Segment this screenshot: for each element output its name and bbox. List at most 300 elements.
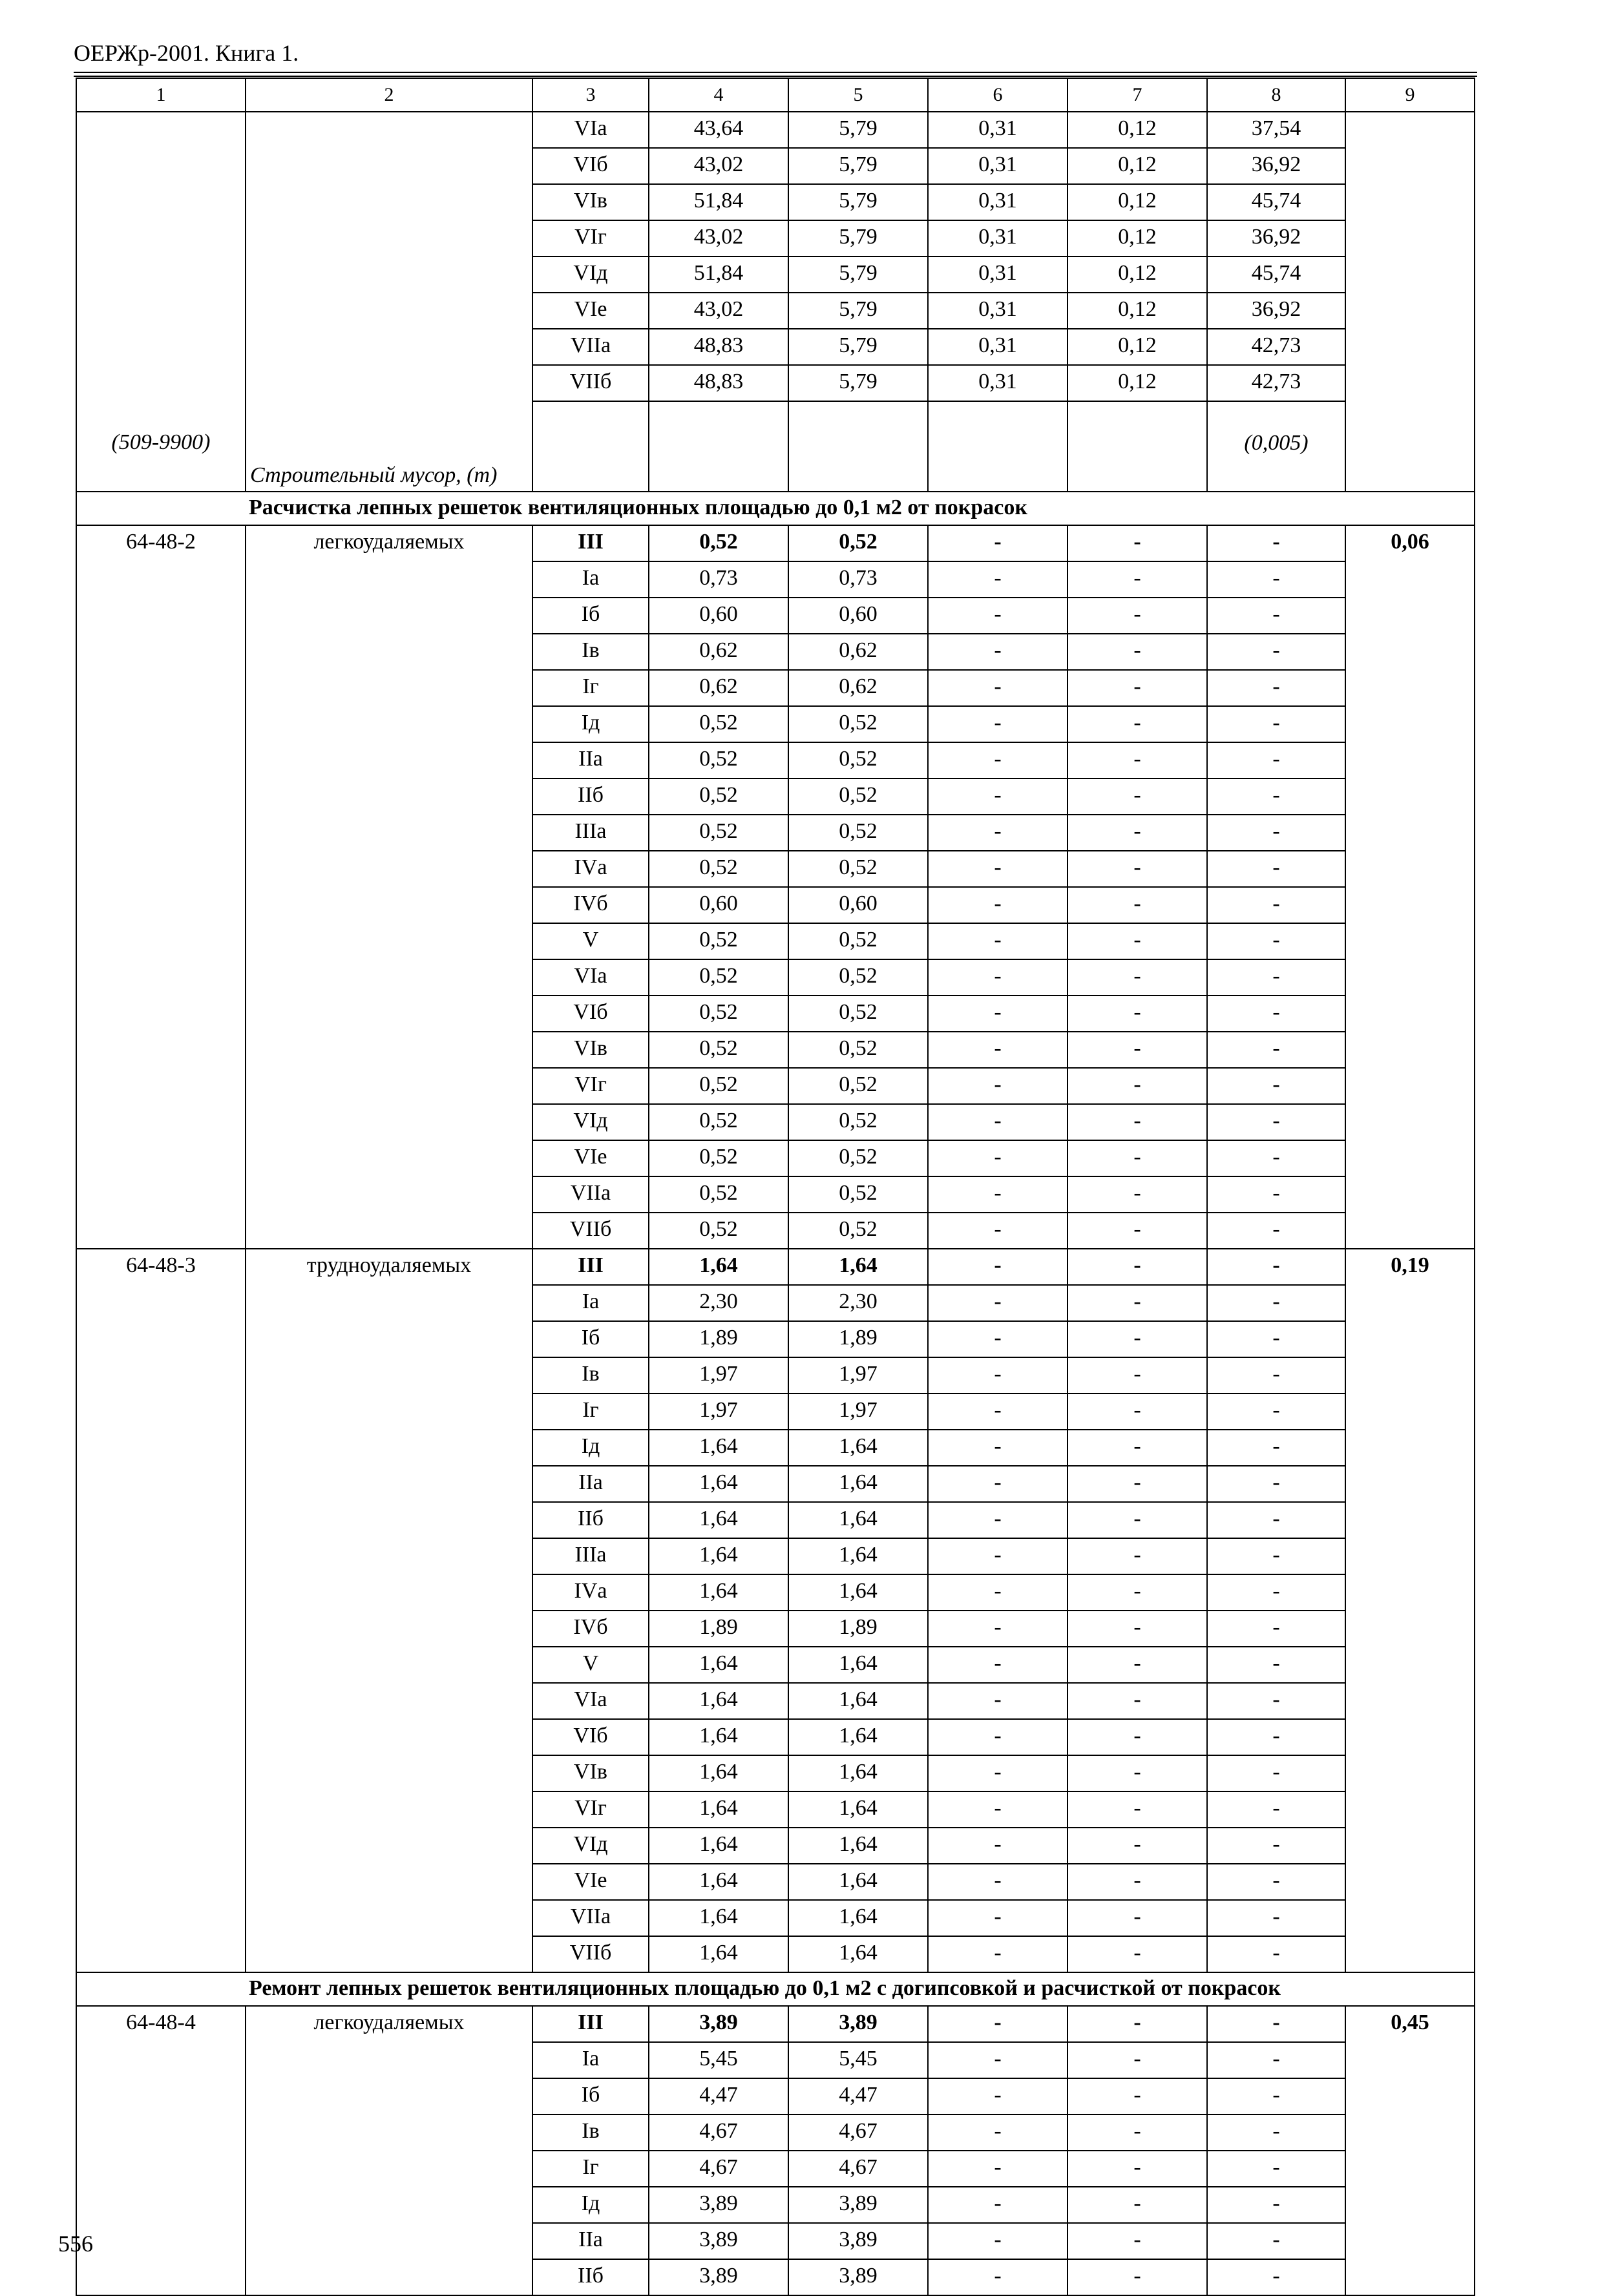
value-cell: -	[928, 1719, 1067, 1755]
value-cell: 1,64	[649, 1864, 788, 1900]
header-rule	[74, 72, 1477, 73]
value-cell: -	[928, 2223, 1067, 2259]
table-row	[76, 1249, 1475, 1285]
zone-cell: VIIа	[532, 1900, 649, 1936]
value-cell: -	[1067, 2187, 1207, 2223]
value-cell: -	[1207, 1032, 1345, 1068]
value-cell: 42,73	[1207, 329, 1345, 365]
value-cell: -	[1207, 1502, 1345, 1538]
value-cell: -	[928, 525, 1067, 561]
value-cell: 0,31	[928, 329, 1067, 365]
value-cell: 0,52	[788, 923, 928, 959]
value-cell: -	[928, 1900, 1067, 1936]
zone-cell: Iг	[532, 1393, 649, 1430]
value-cell: -	[928, 706, 1067, 742]
value-cell: -	[1067, 1611, 1207, 1647]
value-cell: -	[1067, 525, 1207, 561]
value-cell: 0,52	[788, 778, 928, 815]
value-cell: 1,64	[788, 1430, 928, 1466]
value-cell: -	[1067, 1755, 1207, 1791]
column-number: 9	[1345, 78, 1475, 112]
value-cell: 3,89	[788, 2006, 928, 2042]
value-cell: -	[1067, 1104, 1207, 1140]
value-cell: -	[928, 959, 1067, 996]
zone-cell: VIа	[532, 959, 649, 996]
code-cell	[76, 112, 246, 492]
item-code: 64-48-3	[76, 1249, 246, 1972]
value-cell: -	[1207, 670, 1345, 706]
value-cell: -	[1067, 1502, 1207, 1538]
value-cell: -	[928, 1864, 1067, 1900]
value-cell: 0,12	[1067, 293, 1207, 329]
value-cell: -	[1207, 2114, 1345, 2151]
value-cell: -	[928, 1647, 1067, 1683]
value-cell: 0,60	[649, 598, 788, 634]
value-cell: 1,64	[788, 1502, 928, 1538]
column-number: 3	[532, 78, 649, 112]
table-row	[76, 525, 1475, 561]
section-title-row	[76, 492, 1475, 525]
value-cell: 45,74	[1207, 184, 1345, 220]
value-cell: 1,64	[788, 1828, 928, 1864]
value-cell: 4,67	[788, 2114, 928, 2151]
item-code: 64-48-4	[76, 2006, 246, 2295]
value-cell: 43,02	[649, 293, 788, 329]
value-cell: -	[1067, 598, 1207, 634]
value-cell: 1,64	[788, 1683, 928, 1719]
value-cell: -	[928, 598, 1067, 634]
value-cell: 0,52	[649, 1068, 788, 1104]
value-cell: 1,64	[788, 1755, 928, 1791]
value-cell: -	[1207, 634, 1345, 670]
section-title-row	[76, 1972, 1475, 2006]
value-cell: 2,30	[649, 1285, 788, 1321]
value-cell: 43,02	[649, 148, 788, 184]
value-cell: 5,45	[649, 2042, 788, 2078]
value-cell: 4,47	[649, 2078, 788, 2114]
value-cell: -	[928, 1104, 1067, 1140]
value-cell: 5,79	[788, 329, 928, 365]
value-cell: -	[1067, 670, 1207, 706]
value-cell: -	[928, 1791, 1067, 1828]
zone-cell: V	[532, 923, 649, 959]
value-cell: 0,12	[1067, 148, 1207, 184]
value-cell: 1,64	[649, 1430, 788, 1466]
value-cell: -	[1207, 1249, 1345, 1285]
value-cell: -	[1067, 2078, 1207, 2114]
value-cell: -	[928, 923, 1067, 959]
column-number: 5	[788, 78, 928, 112]
value-cell: -	[1067, 1864, 1207, 1900]
value-cell: -	[1067, 996, 1207, 1032]
value-cell: -	[928, 2151, 1067, 2187]
value-cell: -	[1067, 742, 1207, 778]
value-cell: -	[1207, 706, 1345, 742]
zone-cell: III	[532, 525, 649, 561]
value-cell: -	[1207, 1683, 1345, 1719]
value-cell: 5,45	[788, 2042, 928, 2078]
col9-value: 0,19	[1345, 1249, 1475, 1972]
zone-cell: Iг	[532, 2151, 649, 2187]
value-cell: 0,12	[1067, 329, 1207, 365]
zone-cell: IIIа	[532, 815, 649, 851]
zone-cell: Iг	[532, 670, 649, 706]
zone-cell: Iб	[532, 598, 649, 634]
value-cell: -	[1067, 959, 1207, 996]
section-title: Ремонт лепных решеток вентиляционных площадью до 0,1 м2 с догипсовкой и расчисткой от покрасок	[76, 1972, 1475, 2006]
value-cell: 3,89	[649, 2223, 788, 2259]
zone-cell: IVб	[532, 1611, 649, 1647]
value-cell: -	[928, 1430, 1067, 1466]
value-cell: 0,62	[649, 670, 788, 706]
value-cell: 1,64	[788, 1249, 928, 1285]
column-number-row	[76, 78, 1475, 112]
zone-cell: IIа	[532, 2223, 649, 2259]
value-cell: 1,64	[649, 1828, 788, 1864]
value-cell: -	[928, 1140, 1067, 1176]
value-cell: -	[1207, 923, 1345, 959]
value-cell: 0,52	[649, 742, 788, 778]
value-cell: 1,64	[649, 1755, 788, 1791]
value-cell: -	[928, 2078, 1067, 2114]
value-cell: -	[928, 815, 1067, 851]
value-cell: -	[928, 634, 1067, 670]
value-cell: 1,64	[788, 1538, 928, 1574]
zone-cell: IVб	[532, 887, 649, 923]
zone-cell: Iв	[532, 1357, 649, 1393]
value-cell: -	[1207, 2006, 1345, 2042]
value-cell: 4,67	[649, 2114, 788, 2151]
value-cell: 51,84	[649, 256, 788, 293]
item-code: 64-48-2	[76, 525, 246, 1249]
zone-cell: Iв	[532, 634, 649, 670]
value-cell: -	[928, 2259, 1067, 2295]
col9-value: 0,06	[1345, 525, 1475, 1249]
empty-cell	[1067, 401, 1207, 492]
value-cell: -	[1067, 1285, 1207, 1321]
value-cell: -	[1207, 2151, 1345, 2187]
value-cell: -	[928, 851, 1067, 887]
value-cell: -	[1207, 996, 1345, 1032]
value-cell: -	[1207, 2078, 1345, 2114]
value-cell: -	[1207, 851, 1345, 887]
value-cell: 0,52	[649, 1104, 788, 1140]
value-cell: 1,64	[788, 1900, 928, 1936]
value-cell: 1,64	[649, 1538, 788, 1574]
value-cell: 1,64	[788, 1936, 928, 1972]
value-cell: -	[928, 1068, 1067, 1104]
value-cell: -	[928, 2042, 1067, 2078]
value-cell: -	[1067, 1176, 1207, 1213]
value-cell: 0,12	[1067, 112, 1207, 148]
value-cell: 0,12	[1067, 256, 1207, 293]
value-cell: 0,52	[649, 1176, 788, 1213]
zone-cell: VIIб	[532, 1936, 649, 1972]
value-cell: -	[928, 1032, 1067, 1068]
value-cell: -	[1207, 598, 1345, 634]
zone-cell: Iа	[532, 561, 649, 598]
value-cell: 1,64	[649, 1900, 788, 1936]
zone-cell: Iд	[532, 706, 649, 742]
value-cell: 0,62	[649, 634, 788, 670]
value-cell: -	[1207, 1900, 1345, 1936]
zone-cell: Iб	[532, 2078, 649, 2114]
value-cell: -	[1207, 1321, 1345, 1357]
value-cell: -	[1207, 1574, 1345, 1611]
value-cell: -	[1207, 1466, 1345, 1502]
value-cell: -	[1067, 706, 1207, 742]
material-code: (509-9900)	[111, 430, 211, 454]
value-cell: 0,31	[928, 112, 1067, 148]
value-cell: 1,64	[649, 1249, 788, 1285]
value-cell: -	[1067, 851, 1207, 887]
table-row	[76, 112, 1475, 148]
value-cell: 1,97	[788, 1393, 928, 1430]
value-cell: 0,52	[649, 706, 788, 742]
value-cell: 0,31	[928, 365, 1067, 401]
value-cell: -	[928, 1683, 1067, 1719]
value-cell: 0,52	[788, 1213, 928, 1249]
value-cell: 1,64	[649, 1719, 788, 1755]
value-cell: -	[1067, 2006, 1207, 2042]
zone-cell: IIб	[532, 2259, 649, 2295]
value-cell: -	[1207, 1828, 1345, 1864]
value-cell: -	[1207, 2187, 1345, 2223]
value-cell: 0,52	[649, 815, 788, 851]
zone-cell: VIб	[532, 148, 649, 184]
value-cell: -	[1067, 2114, 1207, 2151]
value-cell: 0,60	[649, 887, 788, 923]
value-cell: 1,89	[788, 1611, 928, 1647]
value-cell: -	[1067, 634, 1207, 670]
zone-cell: Iд	[532, 1430, 649, 1466]
column-number: 1	[76, 78, 246, 112]
zone-cell: VIд	[532, 256, 649, 293]
zone-cell: VIд	[532, 1104, 649, 1140]
value-cell: 1,64	[788, 1791, 928, 1828]
zone-cell: VIа	[532, 1683, 649, 1719]
value-cell: -	[1207, 2223, 1345, 2259]
value-cell: -	[1067, 1249, 1207, 1285]
value-cell: -	[928, 1828, 1067, 1864]
value-cell: -	[1207, 1538, 1345, 1574]
zone-cell: VIб	[532, 996, 649, 1032]
value-cell: -	[1067, 1683, 1207, 1719]
value-cell: -	[1207, 1285, 1345, 1321]
column-number: 8	[1207, 78, 1345, 112]
value-cell: 36,92	[1207, 220, 1345, 256]
value-cell: -	[1067, 1538, 1207, 1574]
zone-cell: VIIа	[532, 1176, 649, 1213]
value-cell: -	[928, 1321, 1067, 1357]
value-cell: 4,67	[788, 2151, 928, 2187]
value-cell: -	[1207, 1213, 1345, 1249]
value-cell: -	[928, 1176, 1067, 1213]
value-cell: 1,64	[649, 1647, 788, 1683]
value-cell: 0,52	[649, 1032, 788, 1068]
value-cell: -	[928, 1936, 1067, 1972]
value-cell: -	[928, 1755, 1067, 1791]
value-cell: -	[928, 742, 1067, 778]
value-cell: -	[1067, 778, 1207, 815]
value-cell: -	[1067, 1357, 1207, 1393]
value-cell: 1,64	[788, 1864, 928, 1900]
value-cell: 0,52	[788, 996, 928, 1032]
zone-cell: VIд	[532, 1828, 649, 1864]
zone-cell: IIа	[532, 1466, 649, 1502]
value-cell: -	[1067, 1828, 1207, 1864]
zone-cell: VIа	[532, 112, 649, 148]
value-cell: 0,52	[649, 851, 788, 887]
zone-cell: VIб	[532, 1719, 649, 1755]
value-cell: 42,73	[1207, 365, 1345, 401]
value-cell: 5,79	[788, 220, 928, 256]
zone-cell: VIIа	[532, 329, 649, 365]
column-number: 7	[1067, 78, 1207, 112]
value-cell: -	[1067, 2223, 1207, 2259]
zone-cell: III	[532, 1249, 649, 1285]
value-cell: 45,74	[1207, 256, 1345, 293]
value-cell: -	[928, 1285, 1067, 1321]
value-cell: -	[1067, 1791, 1207, 1828]
value-cell: -	[1207, 1176, 1345, 1213]
value-cell: -	[1067, 561, 1207, 598]
value-cell: 3,89	[649, 2187, 788, 2223]
zone-cell: VIе	[532, 293, 649, 329]
value-cell: 1,64	[788, 1466, 928, 1502]
empty-cell	[532, 401, 649, 492]
value-cell: -	[1207, 525, 1345, 561]
running-header: ОЕРЖр-2001. Книга 1.	[74, 40, 299, 66]
value-cell: 51,84	[649, 184, 788, 220]
value-cell: 0,52	[649, 1213, 788, 1249]
value-cell: -	[1067, 1430, 1207, 1466]
value-cell: 0,73	[788, 561, 928, 598]
material-value: (0,005)	[1207, 401, 1345, 492]
value-cell: 0,60	[788, 887, 928, 923]
value-cell: 0,52	[788, 1104, 928, 1140]
value-cell: 0,62	[788, 634, 928, 670]
col9-cell	[1345, 112, 1475, 492]
value-cell: -	[928, 2187, 1067, 2223]
zone-cell: VIе	[532, 1140, 649, 1176]
value-cell: -	[1067, 1140, 1207, 1176]
value-cell: 1,89	[788, 1321, 928, 1357]
zone-cell: VIв	[532, 1032, 649, 1068]
value-cell: -	[1207, 1068, 1345, 1104]
zone-cell: VIг	[532, 1791, 649, 1828]
value-cell: -	[1067, 1393, 1207, 1430]
value-cell: -	[1067, 1466, 1207, 1502]
value-cell: -	[1207, 1936, 1345, 1972]
value-cell: 0,52	[788, 525, 928, 561]
value-cell: 1,64	[649, 1502, 788, 1538]
value-cell: 0,52	[649, 1140, 788, 1176]
zone-cell: III	[532, 2006, 649, 2042]
zone-cell: V	[532, 1647, 649, 1683]
value-cell: -	[1207, 1755, 1345, 1791]
value-cell: 48,83	[649, 329, 788, 365]
value-cell: 3,89	[788, 2259, 928, 2295]
value-cell: -	[1207, 2042, 1345, 2078]
value-cell: -	[928, 778, 1067, 815]
value-cell: -	[928, 1393, 1067, 1430]
value-cell: 0,31	[928, 256, 1067, 293]
value-cell: -	[1067, 1321, 1207, 1357]
table-row	[76, 2006, 1475, 2042]
value-cell: 1,97	[788, 1357, 928, 1393]
zone-cell: VIIб	[532, 365, 649, 401]
value-cell: -	[1207, 1864, 1345, 1900]
value-cell: 3,89	[788, 2187, 928, 2223]
item-name: легкоудаляемых	[246, 2006, 532, 2295]
zone-cell: VIв	[532, 184, 649, 220]
value-cell: 5,79	[788, 148, 928, 184]
empty-cell	[788, 401, 928, 492]
value-cell: -	[1067, 2259, 1207, 2295]
value-cell: 5,79	[788, 365, 928, 401]
value-cell: 5,79	[788, 256, 928, 293]
value-cell: 0,52	[788, 1140, 928, 1176]
value-cell: -	[1067, 2042, 1207, 2078]
value-cell: -	[1067, 1032, 1207, 1068]
value-cell: 0,31	[928, 220, 1067, 256]
value-cell: 0,52	[649, 996, 788, 1032]
value-cell: 0,52	[788, 742, 928, 778]
value-cell: 5,79	[788, 293, 928, 329]
value-cell: -	[1067, 1936, 1207, 1972]
value-cell: 0,52	[788, 815, 928, 851]
value-cell: -	[928, 1611, 1067, 1647]
value-cell: -	[1067, 1213, 1207, 1249]
value-cell: -	[1067, 887, 1207, 923]
value-cell: -	[1207, 1393, 1345, 1430]
value-cell: 5,79	[788, 184, 928, 220]
value-cell: 3,89	[649, 2259, 788, 2295]
value-cell: -	[1067, 1719, 1207, 1755]
name-cell	[246, 112, 532, 492]
value-cell: 36,92	[1207, 148, 1345, 184]
value-cell: -	[1067, 2151, 1207, 2187]
value-cell: 1,64	[649, 1936, 788, 1972]
value-cell: 0,31	[928, 293, 1067, 329]
value-cell: 0,52	[649, 959, 788, 996]
material-name: Строительный мусор, (т)	[250, 463, 498, 487]
zone-cell: VIIб	[532, 1213, 649, 1249]
empty-cell	[928, 401, 1067, 492]
value-cell: -	[928, 561, 1067, 598]
item-name: трудноудаляемых	[246, 1249, 532, 1972]
value-cell: -	[1067, 815, 1207, 851]
value-cell: -	[928, 1213, 1067, 1249]
value-cell: -	[1067, 1068, 1207, 1104]
value-cell: 3,89	[788, 2223, 928, 2259]
value-cell: -	[1207, 1791, 1345, 1828]
section-title: Расчистка лепных решеток вентиляционных площадью до 0,1 м2 от покрасок	[76, 492, 1475, 525]
zone-cell: Iб	[532, 1321, 649, 1357]
value-cell: -	[1067, 1574, 1207, 1611]
value-cell: -	[1207, 1357, 1345, 1393]
value-cell: 1,97	[649, 1393, 788, 1430]
value-cell: 0,31	[928, 148, 1067, 184]
item-name: легкоудаляемых	[246, 525, 532, 1249]
value-cell: -	[928, 2114, 1067, 2151]
value-cell: 0,52	[788, 1032, 928, 1068]
zone-cell: Iв	[532, 2114, 649, 2151]
value-cell: 43,64	[649, 112, 788, 148]
value-cell: -	[928, 1466, 1067, 1502]
value-cell: -	[928, 1357, 1067, 1393]
